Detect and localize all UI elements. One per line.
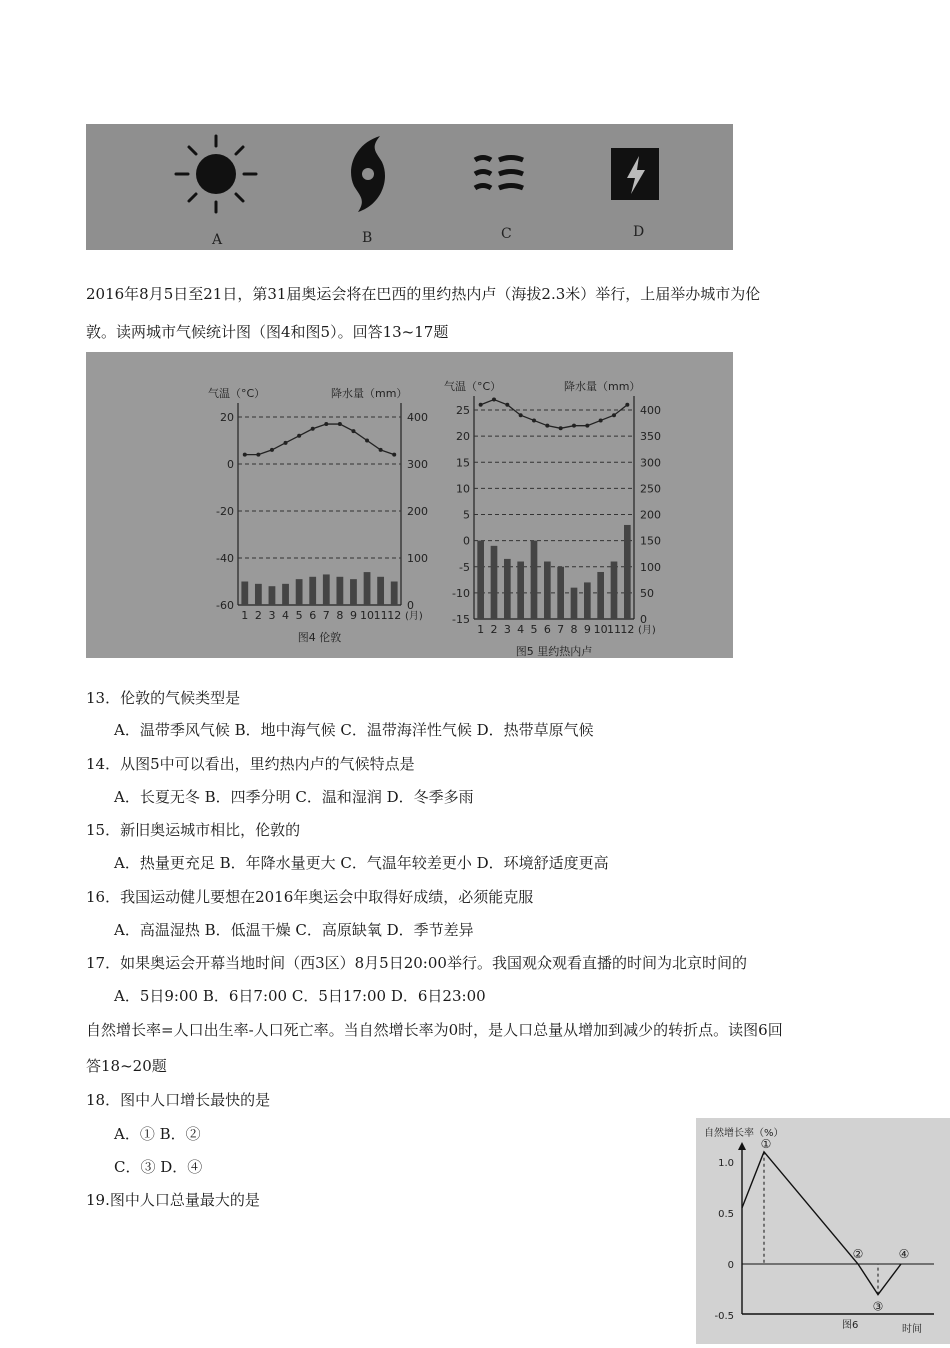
chart5-month-label: 4 <box>517 623 525 636</box>
chart5-month-label: 1 <box>477 623 485 636</box>
chart4-temp-point <box>270 448 274 452</box>
chart5-temp-point <box>585 424 589 428</box>
chart4-temp-point <box>324 422 328 426</box>
chart4-month-label: 11 <box>373 609 388 622</box>
chart5-temp-tick: 10 <box>456 482 470 496</box>
intro2-line2: 答18~20题 <box>86 1057 167 1075</box>
chart5-temp-line <box>481 400 628 429</box>
chart5-month-label: 7 <box>557 623 565 636</box>
chart4-precip-bar <box>336 577 343 605</box>
fig6-y-label: 自然增长率（%） <box>704 1128 784 1139</box>
chart5-temp-point <box>519 413 523 417</box>
chart5-temp-tick: 15 <box>456 456 470 470</box>
chart4-month-label: 8 <box>336 609 344 622</box>
chart4-precip-bar <box>255 584 262 605</box>
chart4-precip-bar <box>364 572 371 605</box>
fig6-point-label: ① <box>760 1136 772 1151</box>
chart4-temp-tick: -60 <box>216 599 234 612</box>
fig6-y-tick: 0 <box>727 1260 734 1271</box>
chart4-precip-bar <box>241 582 248 606</box>
chart5-temp-tick: -15 <box>452 613 470 626</box>
q18-options-cd: C．③ D．④ <box>114 1158 203 1176</box>
chart5-month-label: 5 <box>530 623 538 636</box>
intro1-line2: 敦。读两城市气候统计图（图4和图5）。回答13~17题 <box>86 323 449 341</box>
chart4-temp-point <box>365 439 369 443</box>
chart5-temp-point <box>625 403 629 407</box>
chart5-precip-tick: 0 <box>640 613 647 626</box>
chart4-temp-tick: 0 <box>227 458 234 471</box>
chart4-temp-point <box>392 453 396 457</box>
q14-stem: 14．从图5中可以看出，里约热内卢的气候特点是 <box>86 755 415 773</box>
chart4-month-label: 1 <box>241 609 249 622</box>
chart4-month-unit: (月) <box>405 611 423 622</box>
fig6-rate-line <box>742 1152 901 1295</box>
q13-stem: 13．伦敦的气候类型是 <box>86 689 241 707</box>
chart4-precip-bar <box>296 579 303 605</box>
chart4-precip-tick: 300 <box>407 458 428 471</box>
chart5-temp-point <box>532 418 536 422</box>
chart5-month-label: 10 <box>593 623 608 636</box>
chart5-precip-label: 降水量（mm） <box>564 380 641 393</box>
chart5-month-label: 12 <box>620 623 635 636</box>
chart5-temp-tick: 25 <box>456 404 470 417</box>
chart5-precip-tick: 200 <box>640 508 661 522</box>
chart5-temp-point <box>545 424 549 428</box>
chart5-temp-point <box>492 398 496 402</box>
chart5-temp-point <box>559 426 563 430</box>
chart5-precip-bar <box>611 562 618 619</box>
chart5-month-label: 2 <box>490 623 498 636</box>
chart4-precip-bar <box>282 584 289 605</box>
chart5-precip-bar <box>624 525 631 619</box>
fig6-y-tick: -0.5 <box>714 1311 734 1322</box>
chart5-precip-tick: 350 <box>640 430 661 444</box>
intro1-line1: 2016年8月5日至21日，第31届奥运会将在巴西的里约热内卢（海拔2.3米）举行，上届举办城市为伦 <box>86 285 761 303</box>
q13-options: A．温带季风气候 B．地中海气候 C．温带海洋性气候 D．热带草原气候 <box>114 721 594 739</box>
chart5-precip-tick: 300 <box>640 456 661 470</box>
chart5-precip-bar <box>491 546 498 619</box>
chart5-precip-bar <box>517 562 524 619</box>
chart4-month-label: 12 <box>387 609 402 622</box>
q17-stem: 17．如果奥运会开幕当地时间（西3区）8月5日20:00举行。我国观众观看直播的时间为北京时间的 <box>86 954 747 972</box>
chart5-caption: 图5 里约热内卢 <box>515 645 593 658</box>
chart4-precip-tick: 0 <box>407 599 414 612</box>
q15-options: A．热量更充足 B．年降水量更大 C．气温年较差更小 D．环境舒适度更高 <box>114 854 609 872</box>
chart4-temp-point <box>311 427 315 431</box>
chart5-month-unit: (月) <box>638 625 656 636</box>
chart4-month-label: 7 <box>322 609 330 622</box>
fig6-x-label: 时间 <box>902 1324 922 1335</box>
chart4-temp-point <box>297 434 301 438</box>
chart4-month-label: 3 <box>268 609 276 622</box>
chart4-month-label: 4 <box>282 609 290 622</box>
chart5-temp-point <box>479 403 483 407</box>
chart5-temp-tick: 0 <box>463 534 470 548</box>
chart5-precip-bar <box>584 582 591 619</box>
q16-options: A．高温湿热 B．低温干燥 C．高原缺氧 D．季节差异 <box>114 921 474 939</box>
fig6-point-label: ③ <box>872 1299 884 1314</box>
chart5-precip-tick: 100 <box>640 560 661 574</box>
chart4-precip-tick: 100 <box>407 552 428 565</box>
chart5-temp-tick: 5 <box>463 508 470 522</box>
symbol-label-a: A <box>212 232 223 248</box>
fig6-y-arrow <box>738 1142 746 1150</box>
chart5-temp-point <box>599 418 603 422</box>
chart5-precip-bar <box>571 588 578 619</box>
chart4-precip-bar <box>269 586 276 605</box>
growth-rate-chart <box>696 1118 950 1344</box>
chart5-month-label: 3 <box>503 623 511 636</box>
chart5-precip-bar <box>544 562 551 619</box>
chart5-temp-tick: -10 <box>452 586 470 600</box>
q17-options: A．5日9:00 B．6日7:00 C．5日17:00 D．6日23:00 <box>114 987 486 1005</box>
chart4-month-label: 6 <box>309 609 317 622</box>
chart4-temp-label: 气温（°C） <box>208 387 266 400</box>
intro2-line1: 自然增长率=人口出生率-人口死亡率。当自然增长率为0时，是人口总量从增加到减少的转折点。读图6回 <box>86 1021 783 1039</box>
chart5-temp-label: 气温（°C） <box>444 380 502 393</box>
chart5-temp-point <box>572 424 576 428</box>
chart4-precip-tick: 400 <box>407 411 428 424</box>
chart5-precip-tick: 150 <box>640 534 661 548</box>
chart4-temp-tick: 20 <box>220 411 234 424</box>
chart5-month-label: 11 <box>607 623 621 636</box>
chart5-temp-point <box>505 403 509 407</box>
fig6-y-tick: 0.5 <box>718 1209 734 1220</box>
chart4-temp-point <box>284 441 288 445</box>
fig6-caption: 图6 <box>842 1320 859 1331</box>
chart4-month-label: 10 <box>360 609 375 622</box>
chart5-precip-bar <box>477 541 484 619</box>
q18-stem: 18．图中人口增长最快的是 <box>86 1091 271 1109</box>
climate-charts <box>86 352 733 658</box>
symbol-label-d: D <box>633 224 645 240</box>
chart5-temp-tick: 20 <box>456 430 470 444</box>
chart4-temp-tick: -40 <box>216 552 234 565</box>
chart5-month-label: 9 <box>583 623 591 636</box>
chart4-precip-bar <box>323 574 330 605</box>
chart4-month-label: 2 <box>254 609 262 622</box>
climate-charts-panel <box>86 352 733 658</box>
fig6-point-label: ④ <box>898 1247 910 1261</box>
lightning-icon <box>611 148 659 200</box>
chart4-temp-tick: -20 <box>216 505 234 518</box>
sun-icon <box>176 136 256 212</box>
symbol-label-c: C <box>501 226 512 242</box>
chart4-temp-line <box>245 424 394 455</box>
chart4-precip-bar <box>391 582 398 606</box>
growth-rate-panel <box>696 1118 950 1344</box>
fig6-y-tick: 1.0 <box>718 1158 734 1169</box>
fog-icon <box>475 158 523 189</box>
chart5-precip-bar <box>597 572 604 619</box>
chart4-temp-point <box>351 429 355 433</box>
chart5-precip-bar <box>531 541 538 619</box>
chart5-month-label: 6 <box>543 623 551 636</box>
typhoon-icon <box>351 136 385 212</box>
chart4-caption: 图4 伦敦 <box>297 631 342 644</box>
chart4-month-label: 9 <box>349 609 357 622</box>
chart5-month-label: 8 <box>570 623 578 636</box>
weather-symbols-panel <box>86 124 733 250</box>
chart5-temp-point <box>612 413 616 417</box>
q19-stem: 19.图中人口总量最大的是 <box>86 1191 260 1209</box>
chart4-precip-bar <box>350 579 357 605</box>
chart4-temp-point <box>379 448 383 452</box>
chart4-month-label: 5 <box>295 609 303 622</box>
chart4-temp-point <box>243 453 247 457</box>
chart4-temp-point <box>338 422 342 426</box>
chart5-precip-tick: 400 <box>640 404 661 417</box>
chart5-precip-bar <box>557 567 564 619</box>
chart5-temp-tick: -5 <box>459 560 470 574</box>
q16-stem: 16．我国运动健儿要想在2016年奥运会中取得好成绩，必须能克服 <box>86 888 534 906</box>
fig6-point-label: ② <box>852 1247 864 1261</box>
q18-options-ab: A．① B．② <box>114 1125 201 1143</box>
chart4-precip-bar <box>309 577 316 605</box>
chart4-precip-tick: 200 <box>407 505 428 518</box>
q14-options: A．长夏无冬 B．四季分明 C．温和湿润 D．冬季多雨 <box>114 788 474 806</box>
symbol-label-b: B <box>362 230 373 246</box>
chart5-precip-tick: 250 <box>640 482 661 496</box>
chart5-precip-tick: 50 <box>640 586 654 600</box>
q15-stem: 15．新旧奥运城市相比，伦敦的 <box>86 821 301 839</box>
chart5-precip-bar <box>504 559 511 619</box>
chart4-temp-point <box>256 453 260 457</box>
chart4-precip-bar <box>377 577 384 605</box>
chart4-precip-label: 降水量（mm） <box>331 387 408 400</box>
